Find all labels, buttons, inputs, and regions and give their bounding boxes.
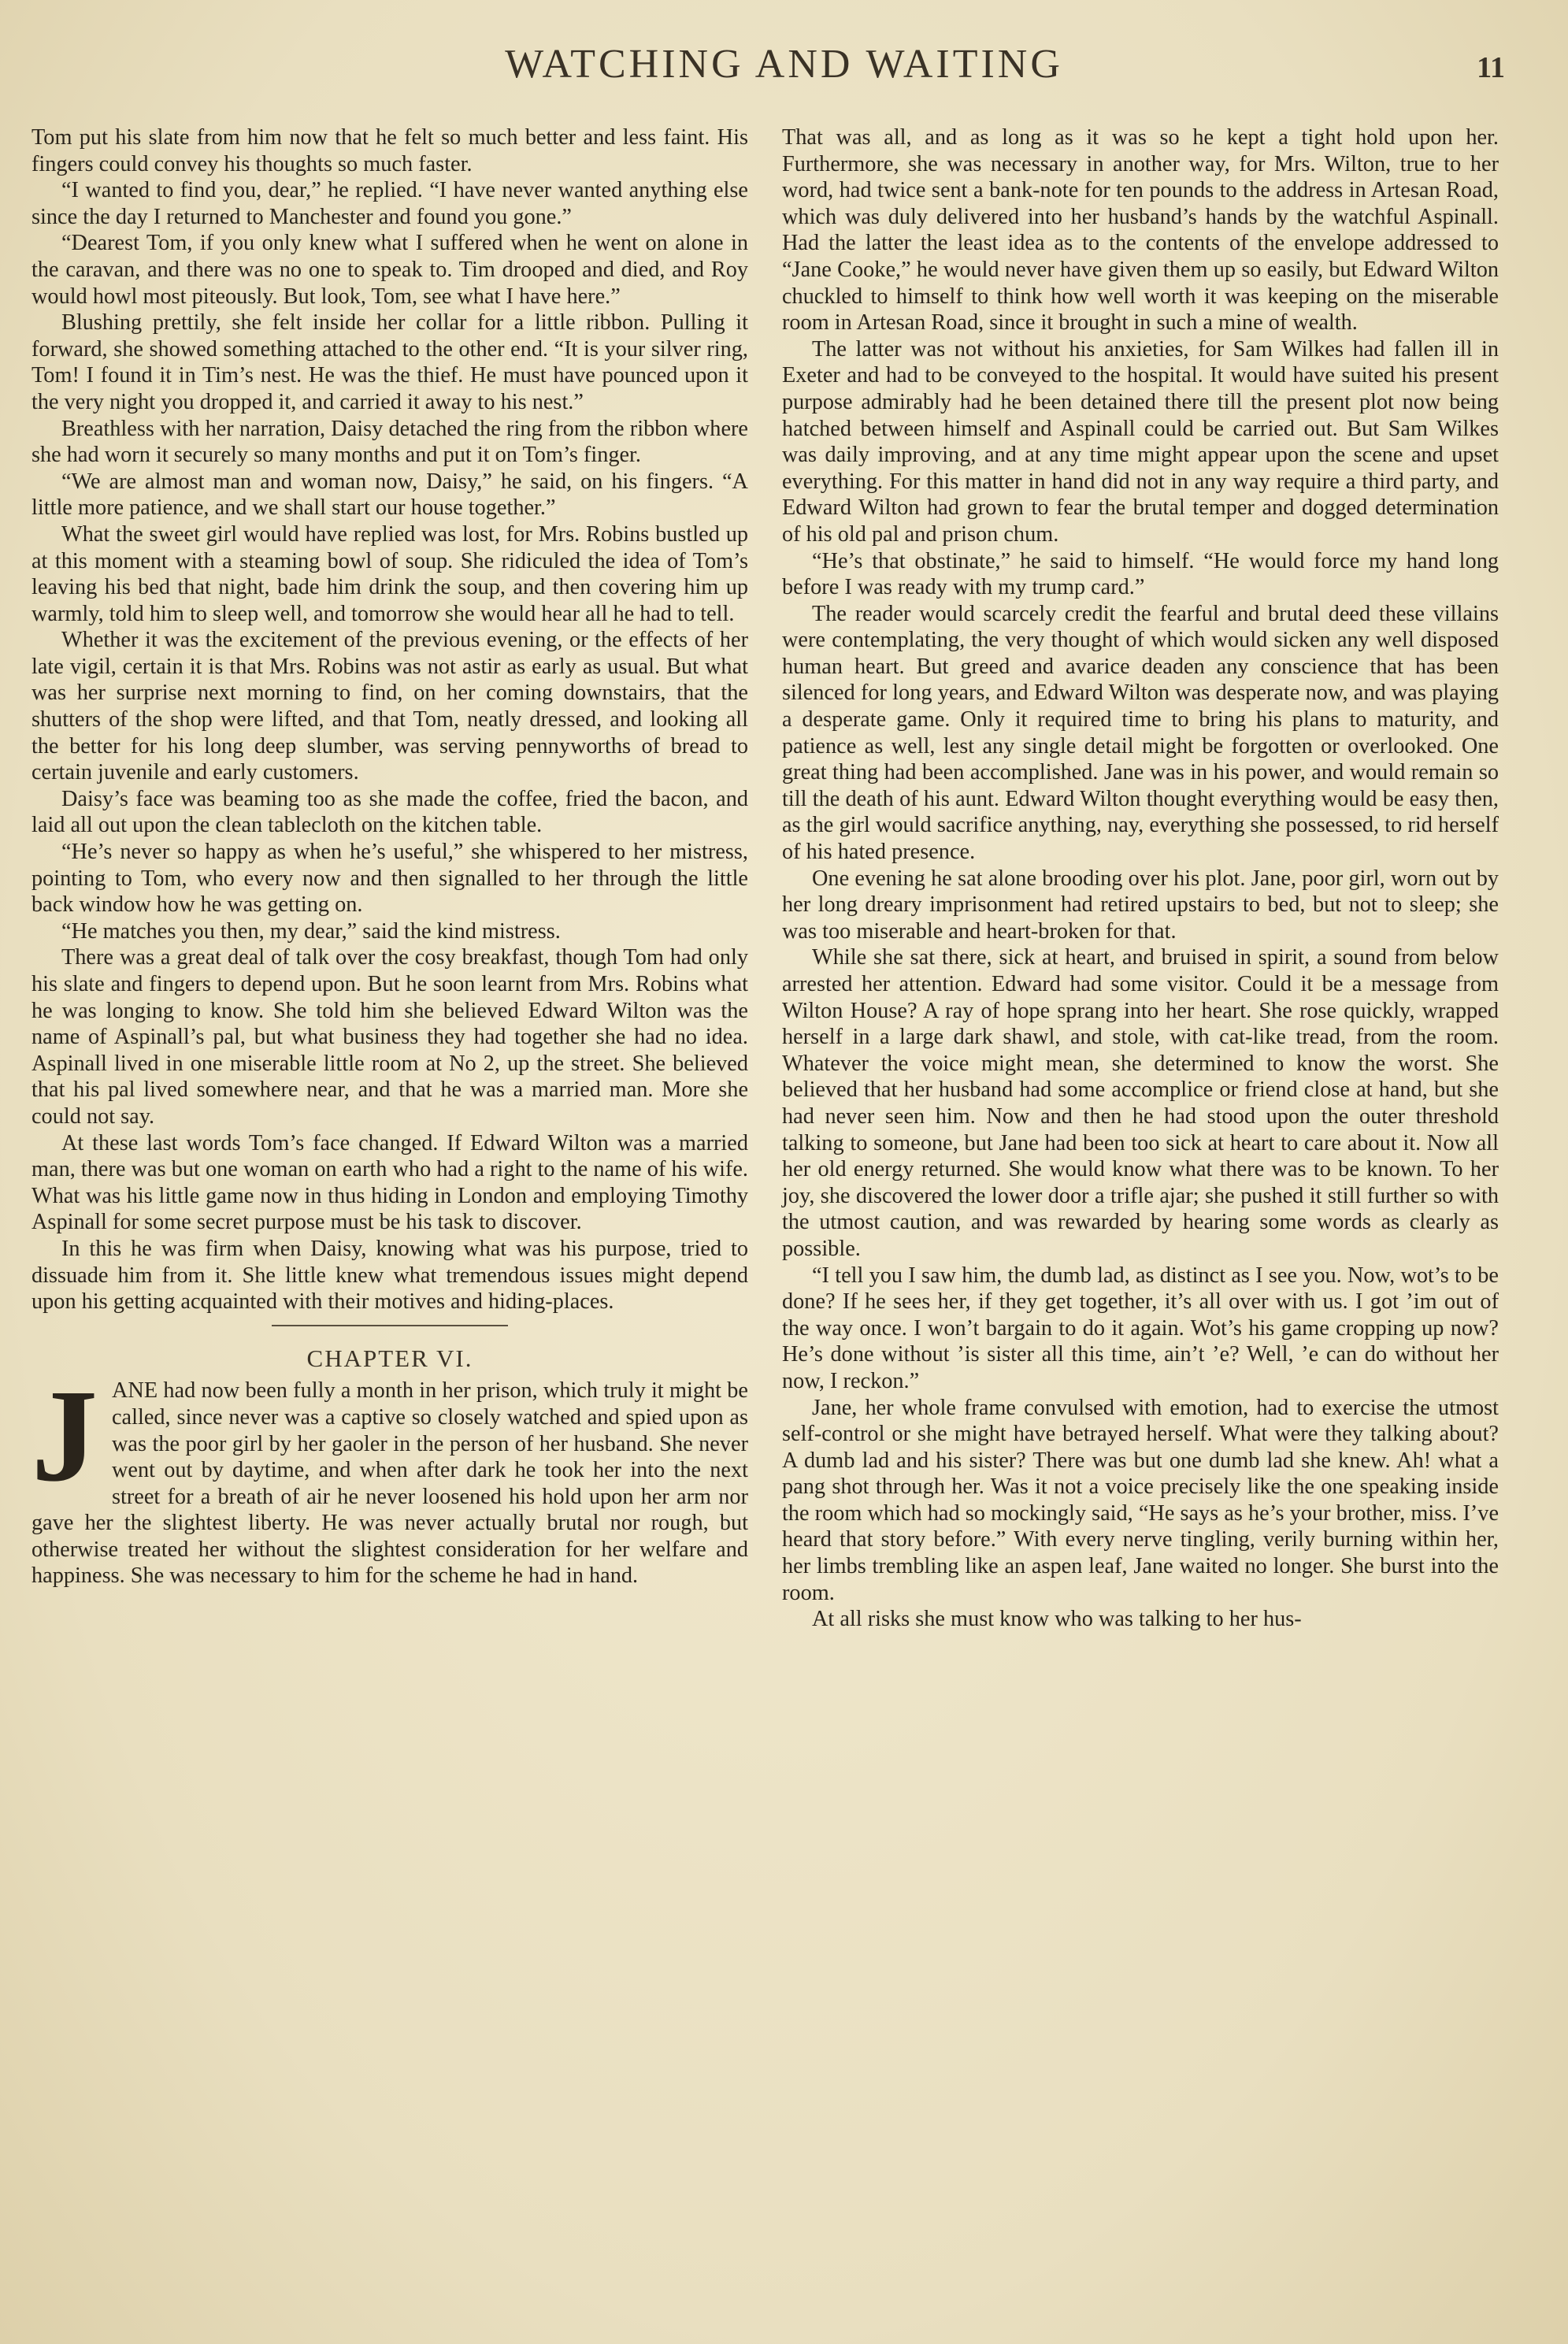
paragraph: “He’s that obstinate,” he said to himself. “He would force my hand long before I was ready with my trump card.” (782, 548, 1499, 600)
paragraph: “We are almost man and woman now, Daisy,” he said, on his fingers. “A little more patience, and we shall start our house together.” (32, 469, 748, 521)
left-column (32, 124, 748, 1589)
paragraph: At these last words Tom’s face changed. If Edward Wilton was a married man, there was but one woman on earth who had a right to the name of his wife. What was his little game now in thus hiding in London and employing Timothy Aspinall for some secret purpose must be his task to discover. (32, 1130, 748, 1235)
paragraph: Tom put his slate from him now that he felt so much better and less faint. His fingers could convey his thoughts so much faster. (32, 125, 748, 176)
page-number: 11 (1477, 51, 1505, 84)
paragraph: There was a great deal of talk over the cosy breakfast, though Tom had only his slate and fingers to depend upon. But he soon learnt from Mrs. Robins what he was longing to know. She told him she believed Edward Wilton was the name of Aspinall’s pal, but what business they had together she had no idea. Aspinall lived in one miserable little room at No 2, up the street. She believed that his pal lived somewhere near, and that he was a married man. More she could not say. (32, 945, 748, 1129)
paragraph: Blushing prettily, she felt inside her collar for a little ribbon. Pulling it forward, she showed something attached to the other end. “It is your silver ring, Tom! I found it in Tim’s nest. He was the thief. He must have pounced upon it the very night you dropped it, and carried it away to his nest.” (32, 310, 748, 414)
section-divider (272, 1325, 508, 1326)
paragraph: “He’s never so happy as when he’s useful,” she whispered to her mistress, pointing to Tom, who every now and then signalled to her through the little back window how he was getting on. (32, 840, 748, 918)
paragraph: Jane, her whole frame convulsed with emotion, had to exercise the utmost self-control or she might have betrayed herself. What were they talking about? A dumb lad and his sister? There was but one dumb lad she knew. Ah! what a pang shot through her. Was it not a voice precisely like the one speaking inside the room which had so mockingly said, “He says as he’s your brother, miss. I’ve heard that story before.” With every nerve tingling, verily burning within her, her limbs trembling like an aspen leaf, Jane waited no longer. She burst into the room. (782, 1395, 1499, 1605)
paragraph: Daisy’s face was beaming too as she made the coffee, fried the bacon, and laid all out upon the clean tablecloth on the kitchen table. (32, 786, 748, 838)
paragraph: “I tell you I saw him, the dumb lad, as distinct as I see you. Now, wot’s to be done? If he sees her, if they get together, it’s all over with us. I got ’im out of the way once. I won’t bargain to do it again. Wot’s his game cropping up now? He’s done without ’is sister all this time, ain’t ’e? Well, ’e can do without her now, I reckon.” (782, 1263, 1499, 1393)
paragraph: The reader would scarcely credit the fearful and brutal deed these villains were contemplating, the very thought of which would sicken any well disposed human heart. But greed and avarice deaden any conscience that has been silenced for long years, and Edward Wilton was desperate now, and was playing a desperate game. Only it required time to bring his plans to maturity, and patience as well, lest any single detail might be forgotten or overlooked. One great thing had been accomplished. Jane was in his power, and would remain so till the death of his aunt. Edward Wilton thought everything would be easy then, as the girl would sacrifice anything, nay, everything she possessed, to rid herself of his hated presence. (782, 601, 1499, 865)
right-column (782, 124, 1499, 1633)
paragraph: “Dearest Tom, if you only knew what I suffered when he went on alone in the caravan, and there was no one to speak to. Tim drooped and died, and Roy would howl most piteously. But look, Tom, see what I have here.” (32, 231, 748, 309)
drop-cap: J (32, 1363, 98, 1510)
paragraph: The latter was not without his anxieties, for Sam Wilkes had fallen ill in Exeter and had to be conveyed to the hospital. It would have suited his present purpose admirably had he been detained there till the present plot now being hatched between himself and Aspinall could be carried out. But Sam Wilkes was daily improving, and at any time might appear upon the scene and upset everything. For this matter in hand did not in any way require a third party, and Edward Wilton had grown to fear the brutal temper and dogged determination of his old pal and prison chum. (782, 336, 1499, 547)
paragraph: “He matches you then, my dear,” said the kind mistress. (61, 918, 561, 944)
paragraph: One evening he sat alone brooding over his plot. Jane, poor girl, worn out by her long dreary imprisonment had retired upstairs to bed, but not to sleep; she was too miserable and heart-broken for that. (782, 866, 1499, 944)
paragraph: “I wanted to find you, dear,” he replied. “I have never wanted anything else since the day I returned to Manchester and found you gone.” (32, 178, 748, 229)
chapter-opening-paragraph (32, 1363, 748, 1589)
paragraph: In this he was firm when Daisy, knowing what was his purpose, tried to dissuade him from it. She little knew what tremendous issues might depend upon his getting acquainted with their motives and hiding-places. (32, 1236, 748, 1315)
paragraph: That was all, and as long as it was so he kept a tight hold upon her. Furthermore, she was necessary in another way, for Mrs. Wilton, true to her word, had twice sent a bank-note for ten pounds to the address in Artesan Road, which was duly delivered into her husband’s hands by the watchful Aspinall. Had the latter the least idea as to the contents of the envelope addressed to “Jane Cooke,” he would never have given them up so easily, but Edward Wilton chuckled to himself to think how well worth it was keeping on the miserable room in Artesan Road, since it brought in such a mine of wealth. (782, 125, 1499, 336)
paragraph: Breathless with her narration, Daisy detached the ring from the ribbon where she had worn it securely so many months and put it on Tom’s finger. (32, 416, 748, 468)
running-title: WATCHING AND WAITING (505, 42, 1063, 87)
paragraph: At all risks she must know who was talking to her hus- (812, 1607, 1302, 1632)
paragraph: While she sat there, sick at heart, and bruised in spirit, a sound from below arrested her attention. Edward had some visitor. Could it be a message from Wilton House? A ray of hope sprang into her heart. She rose quickly, wrapped herself in a large dark shawl, and stole, with cat-like tread, from the room. Whatever the voice might mean, she determined to know the worst. She believed that her husband had some accomplice or friend close at hand, but she had never seen him. Now and then he had stood upon the outer threshold talking to someone, but Jane had been too sick at heart to care about it. Now all her old energy returned. She would know what there was to be known. To her joy, she discovered the lower door a trifle ajar; she pushed it still further so with the utmost caution, and was rewarded by hearing some words as clearly as possible. (782, 945, 1499, 1261)
chapter-opening-text: ANE had now been fully a month in her prison, which truly it might be called, since never was a captive so closely watched and spied upon as was the poor girl by her gaoler in the person of her husband. She never went out by daytime, and when after dark he took her into the next street for a breath of air he never loosened his hold upon her arm nor gave her the slightest liberty. He was never actually brutal nor rough, but otherwise treated her without the slightest consideration for her welfare and happiness. She was necessary to him for the scheme he had in hand. (32, 1378, 748, 1589)
paragraph: What the sweet girl would have replied was lost, for Mrs. Robins bustled up at this moment with a steaming bowl of soup. She ridiculed the idea of Tom’s leaving his bed that night, bade him drink the soup, and then covering him up warmly, told him to sleep well, and tomorrow she would hear all he had to tell. (32, 521, 748, 626)
chapter-heading: CHAPTER VI. (306, 1344, 473, 1372)
paragraph: Whether it was the excitement of the previous evening, or the effects of her late vigil, certain it is that Mrs. Robins was not astir as early as usual. But what was her surprise next morning to find, on her coming downstairs, that the shutters of the shop were lifted, and that Tom, neatly dressed, and looking all the better for his long deep slumber, was serving pennyworths of bread to certain juvenile and early customers. (32, 628, 748, 785)
